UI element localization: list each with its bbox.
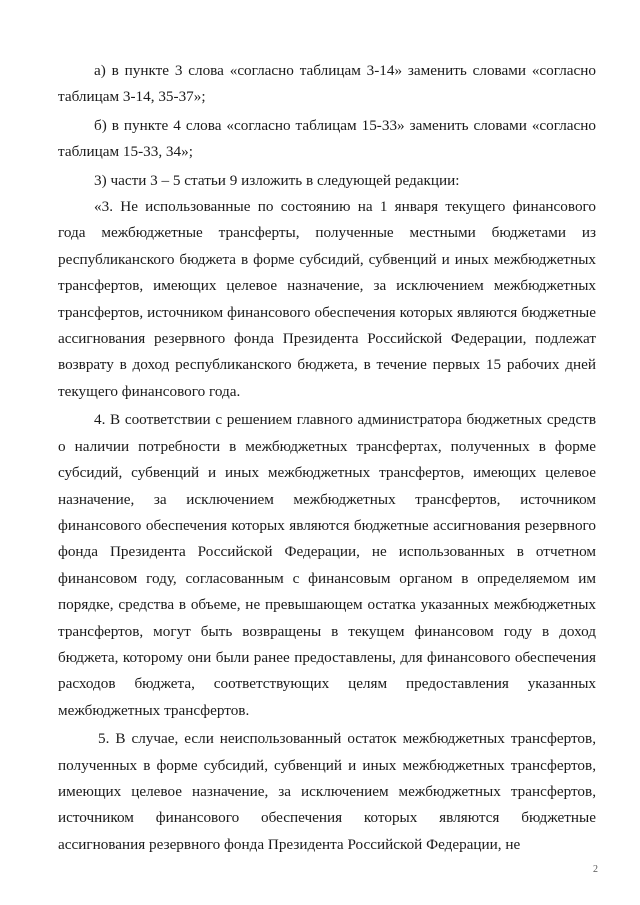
page-number: 2 [593, 864, 598, 875]
paragraph-part-5: 5. В случае, если неиспользованный остаток межбюджетных трансфертов, полученных в форме субсидий, субвенций и иных межбюджетных трансфертов, имеющих целевое назначение, за исключением межбюджетных трансфертов, источником финансового обеспечения которых являются бюджетные ассигнования резервного фонда Президента Российской Федерации, не [58, 730, 596, 853]
document-page [58, 58, 596, 858]
paragraph-a: а) в пункте 3 слова «согласно таблицам 3-14» заменить словами «согласно таблицам 3-14, 35-37»; [58, 62, 596, 106]
paragraph-item-3: 3) части 3 – 5 статьи 9 изложить в следующей редакции: [94, 171, 460, 189]
paragraph-part-3: «3. Не использованные по состоянию на 1 января текущего финансового года межбюджетные трансферты, полученные местными бюджетами из республиканского бюджета в форме субсидий, субвенций и иных межбюджетных трансфертов, имеющих целевое назначение, за исключением межбюджетных трансфертов, источником финансового обеспечения которых являются бюджетные ассигнования резервного фонда Президента Российской Федерации, подлежат возврату в доход республиканского бюджета, в течение первых 15 рабочих дней текущего финансового года. [58, 198, 596, 400]
paragraph-part-4: 4. В соответствии с решением главного администратора бюджетных средств о наличии потребности в межбюджетных трансфертах, полученных в форме субсидий, субвенций и иных межбюджетных трансфертов, имеющих целевое назначение, за исключением межбюджетных трансфертов, источником финансового обеспечения которых являются бюджетные ассигнования резервного фонда Президента Российской Федерации, не использованных в отчетном финансовом году, согласованным с финансовым органом в определяемом им порядке, средства в объеме, не превышающем остатка указанных межбюджетных трансфертов, могут быть возвращены в текущем финансовом году в доход бюджета, которому они были ранее предоставлены, для финансового обеспечения расходов бюджета, соответствующих целям предоставления указанных межбюджетных трансфертов. [58, 411, 596, 719]
paragraph-b: б) в пункте 4 слова «согласно таблицам 15-33» заменить словами «согласно таблицам 15-33, 34»; [58, 116, 596, 161]
